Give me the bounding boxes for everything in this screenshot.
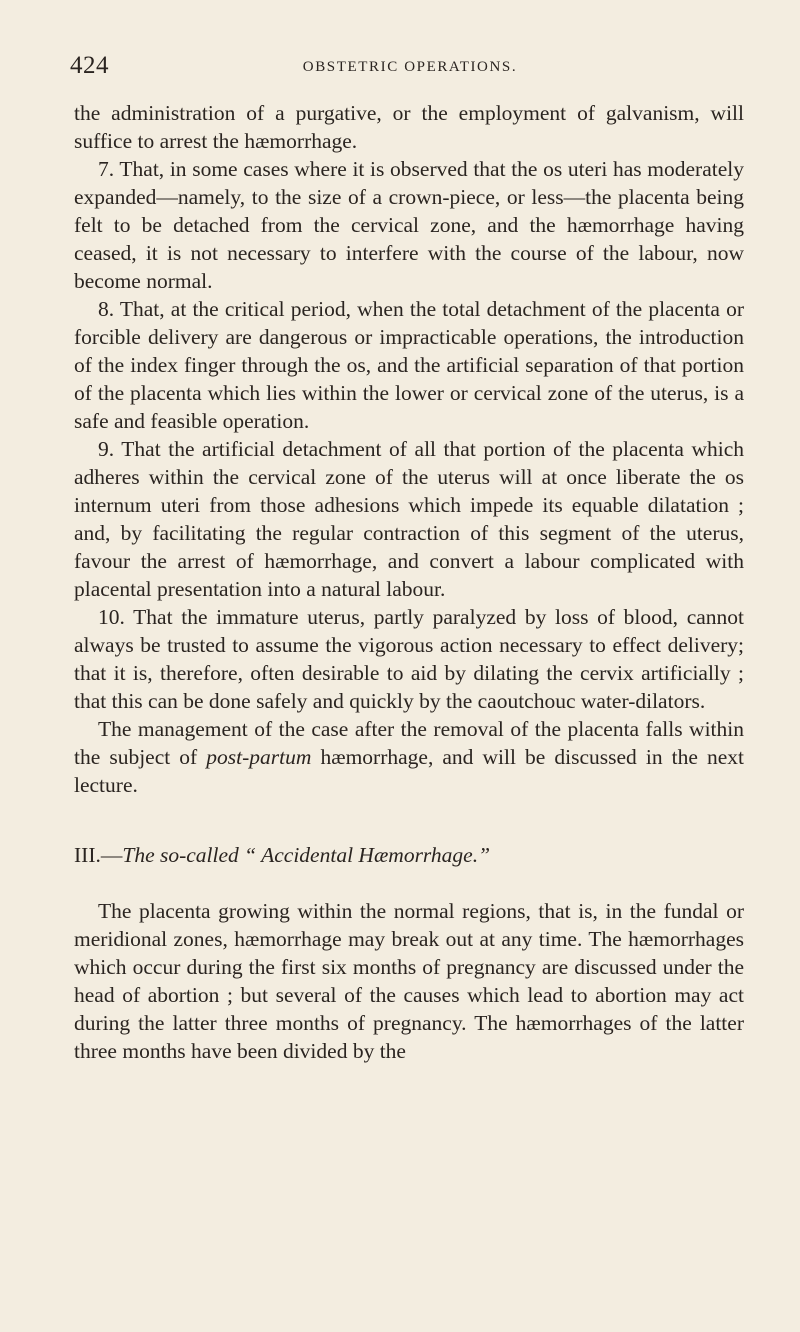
body-text <box>74 99 744 1065</box>
running-title: OBSTETRIC OPERATIONS. <box>302 59 518 75</box>
running-head <box>70 52 750 82</box>
paragraph-management-text-2: hæmorrhage, and will be discussed in the next lecture. <box>74 745 744 797</box>
paragraph-10: 10. That the immature uterus, partly paralyzed by loss of blood, cannot always be trusted to assume the vigorous action necessary to effect delivery; that it is, therefore, often desirable to aid by dilating the cervix artificially ; that this can be done safely and quickly by the caoutchouc water-dilators. <box>74 605 744 713</box>
section-title: “ Accidental Hæmorrhage.” <box>244 843 491 867</box>
paragraph-9: 9. That the artificial detachment of all that portion of the placenta which adheres within the cervical zone of the uterus will at once liberate the os internum uteri from those adhesions which impede its equable dilatation ; and, by facilitating the regular contraction of this segment of the uterus, favour the arrest of hæmorrhage, and convert a labour complicated with placental presentation into a natural labour. <box>74 437 744 601</box>
paragraph-continuation: the administration of a purgative, or the employment of galvanism, will suffice to arrest the hæmorrhage. <box>74 101 744 153</box>
page-number: 424 <box>70 52 109 79</box>
paragraph-management-text-1: The management of the case after the removal of the placenta falls within the subject of <box>74 717 744 769</box>
section-heading <box>74 841 744 869</box>
section-numeral: III.— <box>74 843 123 867</box>
paragraph-7: 7. That, in some cases where it is observed that the os uteri has moderately expanded—namely, to the size of a crown-piece, or less—the placenta being felt to be detached from the cervical zone, and the hæmorrhage having ceased, it is not necessary to interfere with the course of the labour, now become normal. <box>74 157 744 293</box>
section-italic-prefix: The so-called <box>122 843 245 867</box>
paragraph-8: 8. That, at the critical period, when the total detachment of the placenta or forcible delivery are dangerous or impracticable operations, the introduction of the index finger through the os, and the artificial separation of that portion of the placenta which lies within the lower or cervical zone of the uterus, is a safe and feasible operation. <box>74 297 744 433</box>
paragraph-management <box>74 715 744 799</box>
post-partum-term: post-partum <box>206 745 312 769</box>
paragraph-placenta-growing: The placenta growing within the normal regions, that is, in the fundal or meridional zones, hæmorrhage may break out at any time. The hæmorrhages which occur during the first six months of pregnancy are discussed under the head of abortion ; but several of the causes which lead to abortion may act during the latter three months of pregnancy. The hæmorrhages of the latter three months have been divided by the <box>74 899 744 1063</box>
